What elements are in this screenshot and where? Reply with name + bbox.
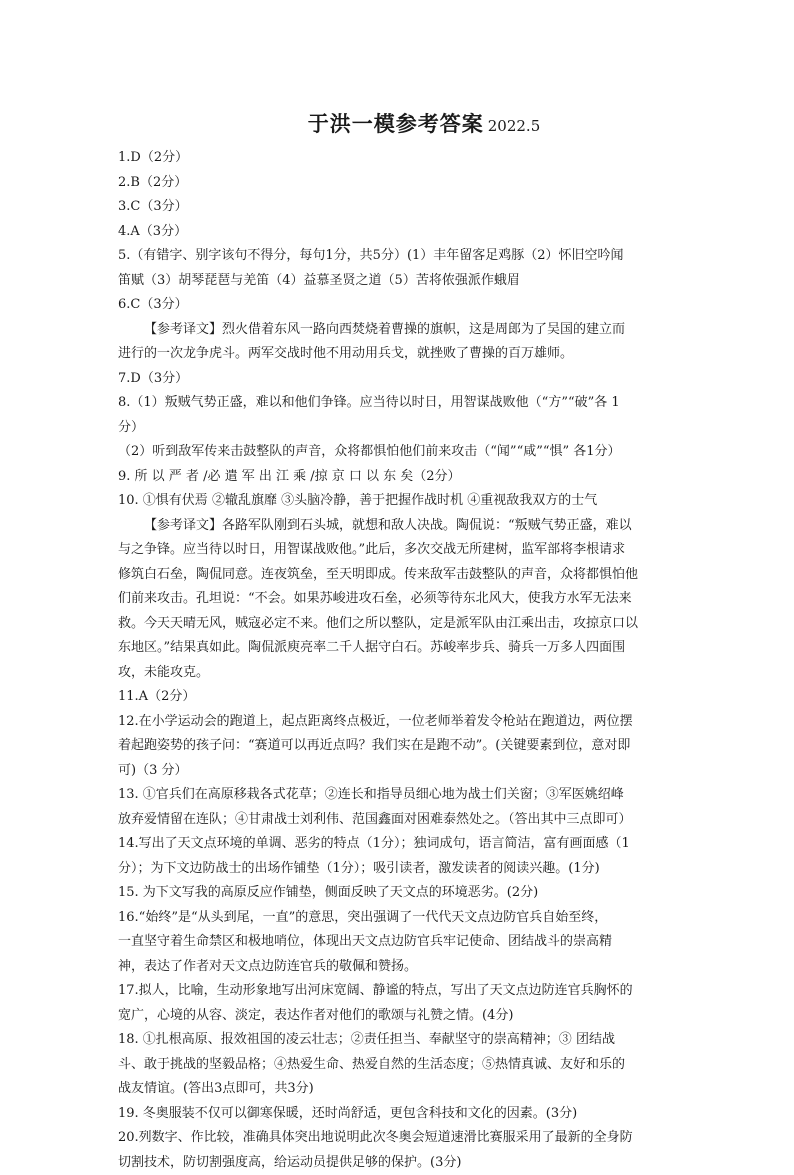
answer-line: 神，表达了作者对天文点边防连官兵的敬佩和赞扬。	[118, 955, 690, 980]
translation-line: 们前来攻击。孔坦说：“不会。如果苏峻进攻石垒，必须等待东北风大，使我方水军无法来	[118, 587, 690, 612]
answer-line: 4.A（3分）	[118, 220, 690, 245]
answer-line: 19. 冬奥服装不仅可以御寒保暖，还时尚舒适，更包含科技和文化的因素。(3分)	[118, 1102, 690, 1127]
answer-line: 17.拟人，比喻，生动形象地写出河床宽阔、静谧的特点，写出了天文点边防连官兵胸怀的	[118, 979, 690, 1004]
answer-line: （2）听到敌军传来击鼓整队的声音，众将都惧怕他们前来攻击（“闻”“咸”“惧” 各1分）	[118, 440, 690, 465]
answer-line: 切割技术，防切割强度高，给运动员提供足够的保护。(3分)	[118, 1151, 690, 1175]
answer-line: 10. ①惧有伏焉 ②辙乱旗靡 ③头脑冷静，善于把握作战时机 ④重视敌我双方的士气	[118, 489, 690, 514]
answer-line: 分）；为下文边防战士的出场作铺垫（1分）；吸引读者，激发读者的阅读兴趣。(1分)	[118, 857, 690, 882]
title-date: 2022.5	[488, 117, 541, 135]
answer-line: 一直坚守着生命禁区和极地哨位，体现出天文点边防官兵牢记使命、团结战斗的崇高精	[118, 930, 690, 955]
answer-line: 13. ①官兵们在高原移栽各式花草；②连长和指导员细心地为战士们关窗；③军医姚绍峰	[118, 783, 690, 808]
answer-line: 笛赋（3）胡琴琵琶与羌笛（4）益慕圣贤之道（5）苦将侬强派作蛾眉	[118, 269, 690, 294]
answer-line: 15. 为下文写我的高原反应作铺垫，侧面反映了天文点的环境恶劣。(2分)	[118, 881, 690, 906]
answer-line: 斗、敢于挑战的坚毅品格；④热爱生命、热爱自然的生活态度；⑤热情真诚、友好和乐的	[118, 1053, 690, 1078]
title-row	[158, 108, 690, 138]
page-title: 于洪一模参考答案	[308, 111, 484, 136]
answer-line: 18. ①扎根高原、报效祖国的凌云壮志；②责任担当、奉献坚守的崇高精神；③ 团结战	[118, 1028, 690, 1053]
translation-line: 进行的一次龙争虎斗。两军交战时他不用动用兵戈，就挫败了曹操的百万雄师。	[118, 342, 690, 367]
answer-key-page	[118, 108, 690, 1175]
answer-line: 8.（1）叛贼气势正盛，难以和他们争锋。应当待以时日，用智谋战败他（“方”“破”各 1	[118, 391, 690, 416]
translation-line: 救。今天天晴无风，贼寇必定不来。他们之所以整队，定是派军队由江乘出击，攻掠京口以	[118, 612, 690, 637]
translation-line: 与之争锋。应当待以时日，用智谋战败他。”此后，多次交战无所建树，监军部将李根请求	[118, 538, 690, 563]
answer-line: 16.“始终”是“从头到尾，一直”的意思，突出强调了一代代天文点边防官兵自始至终，	[118, 906, 690, 931]
translation-line: 攻，未能攻克。	[118, 661, 690, 686]
answer-line: 20.列数字、作比较，准确具体突出地说明此次冬奥会短道速滑比赛服采用了最新的全身防	[118, 1126, 690, 1151]
answer-line: 分）	[118, 416, 690, 441]
answer-line: 12.在小学运动会的跑道上，起点距离终点极近，一位老师举着发令枪站在跑道边，两位摆	[118, 710, 690, 735]
answer-line: 战友情谊。(答出3点即可，共3分)	[118, 1077, 690, 1102]
answer-line: 7.D（3分）	[118, 367, 690, 392]
translation-line: 修筑白石垒，陶侃同意。连夜筑垒，至天明即成。传来敌军击鼓整队的声音，众将都惧怕他	[118, 563, 690, 588]
answer-line: 宽广，心境的从容、淡定，表达作者对他们的歌颂与礼赞之情。(4分)	[118, 1004, 690, 1029]
answer-line: 9. 所 以 严 者 /必 遣 军 出 江 乘 /掠 京 口 以 东 矣（2分）	[118, 465, 690, 490]
answer-line: 5.（有错字、别字该句不得分，每句1分，共5分）(1）丰年留客足鸡豚（2）怀旧空吟闻	[118, 244, 690, 269]
translation-line: 【参考译文】各路军队刚到石头城，就想和敌人决战。陶侃说：“叛贼气势正盛，难以	[118, 514, 690, 539]
answer-line: 14.写出了天文点环境的单调、恶劣的特点（1分）；独词成句，语言简洁，富有画面感（1	[118, 832, 690, 857]
answer-line: 11.A（2分）	[118, 685, 690, 710]
answer-list	[118, 146, 690, 1175]
translation-line: 东地区。”结果真如此。陶侃派庾亮率二千人据守白石。苏峻率步兵、骑兵一万多人四面围	[118, 636, 690, 661]
answer-line: 3.C（3分）	[118, 195, 690, 220]
answer-line: 放弃爱情留在连队；④甘肃战士刘利伟、范国鑫面对困难泰然处之。（答出其中三点即可）	[118, 808, 690, 833]
answer-line: 6.C（3分）	[118, 293, 690, 318]
answer-line: 2.B（2分）	[118, 171, 690, 196]
answer-line: 着起跑姿势的孩子问：“赛道可以再近点吗？我们实在是跑不动”。(关键要素到位，意对即	[118, 734, 690, 759]
translation-line: 【参考译文】烈火借着东风一路向西焚烧着曹操的旗帜，这是周郎为了吴国的建立而	[118, 318, 690, 343]
answer-line: 可)（3 分）	[118, 759, 690, 784]
answer-line: 1.D（2分）	[118, 146, 690, 171]
